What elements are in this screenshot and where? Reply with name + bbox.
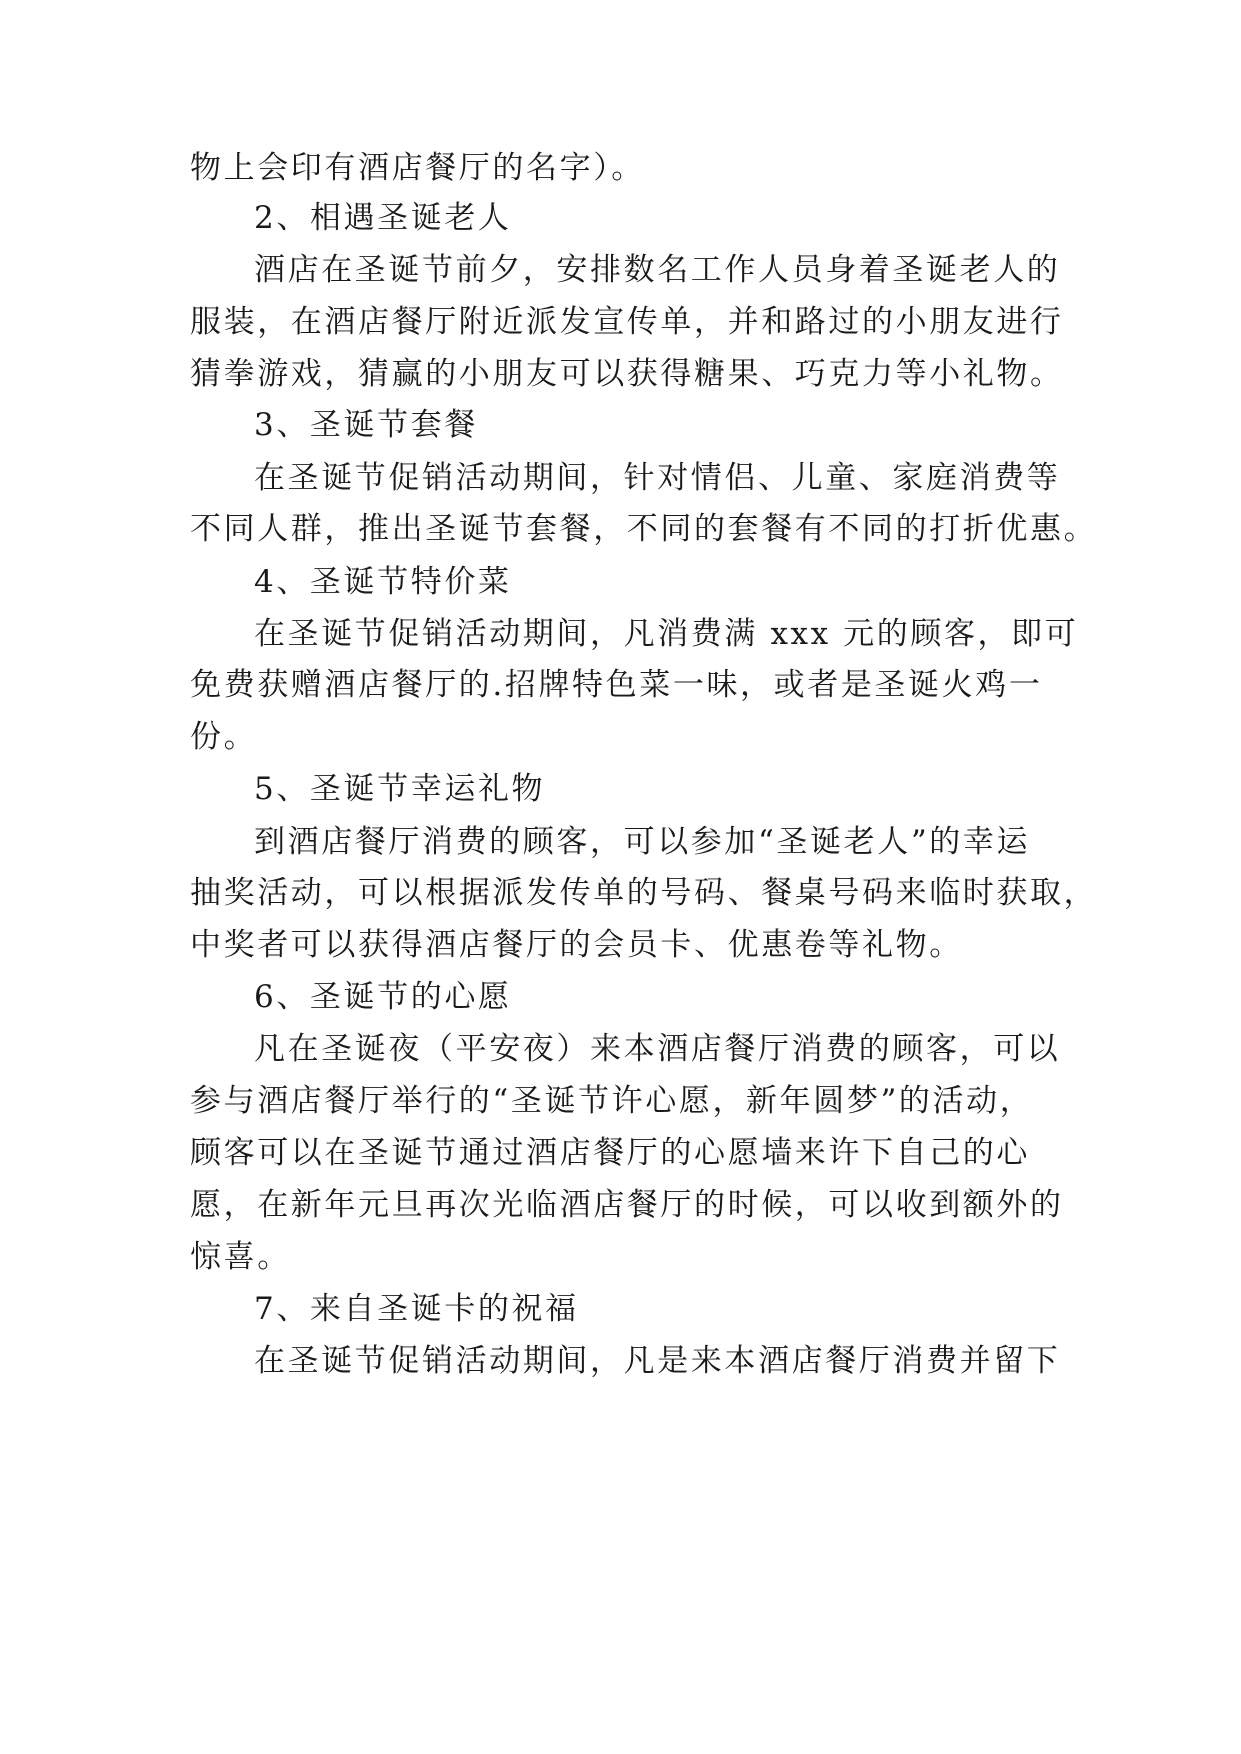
- text-line: 抽奖活动，可以根据派发传单的号码、餐桌号码来临时获取，: [190, 875, 1098, 911]
- section-heading: 3、圣诞节套餐: [254, 407, 478, 443]
- section-heading: 2、相遇圣诞老人: [254, 200, 512, 236]
- text-line: 酒店在圣诞节前夕，安排数名工作人员身着圣诞老人的: [254, 252, 1061, 288]
- text-line: 猜拳游戏，猜赢的小朋友可以获得糖果、巧克力等小礼物。: [190, 356, 1064, 392]
- section-heading: 4、圣诞节特价菜: [254, 564, 512, 600]
- section-heading: 5、圣诞节幸运礼物: [254, 771, 546, 807]
- text-line: 愿，在新年元旦再次光临酒店餐厅的时候，可以收到额外的: [190, 1187, 1064, 1223]
- text-line: 在圣诞节促销活动期间，针对情侣、儿童、家庭消费等: [254, 460, 1061, 496]
- text-line: 在圣诞节促销活动期间，凡是来本酒店餐厅消费并留下: [254, 1343, 1061, 1379]
- text-line: 惊喜。: [190, 1239, 291, 1275]
- text-line: 不同人群，推出圣诞节套餐，不同的套餐有不同的打折优惠。: [190, 511, 1098, 547]
- text-line: 参与酒店餐厅举行的“圣诞节许心愿，新年圆梦”的活动，: [190, 1083, 1034, 1119]
- text-line: 在圣诞节促销活动期间，凡消费满 xxx 元的顾客，即可: [254, 616, 1079, 652]
- text-line: 物上会印有酒店餐厅的名字）。: [190, 150, 645, 186]
- text-line: 凡在圣诞夜（平安夜）来本酒店餐厅消费的顾客，可以: [254, 1031, 1061, 1067]
- text-line: 服装，在酒店餐厅附近派发宣传单，并和路过的小朋友进行: [190, 304, 1064, 340]
- section-heading: 7、来自圣诞卡的祝福: [254, 1291, 579, 1327]
- text-line: 顾客可以在圣诞节通过酒店餐厅的心愿墙来许下自己的心: [190, 1135, 1030, 1171]
- text-line: 免费获赠酒店餐厅的.招牌特色菜一味，或者是圣诞火鸡一: [190, 667, 1043, 703]
- text-line: 份。: [190, 719, 258, 755]
- text-line: 中奖者可以获得酒店餐厅的会员卡、优惠卷等礼物。: [190, 927, 963, 963]
- section-heading: 6、圣诞节的心愿: [254, 979, 512, 1015]
- text-line: 到酒店餐厅消费的顾客，可以参加“圣诞老人”的幸运: [254, 824, 1031, 860]
